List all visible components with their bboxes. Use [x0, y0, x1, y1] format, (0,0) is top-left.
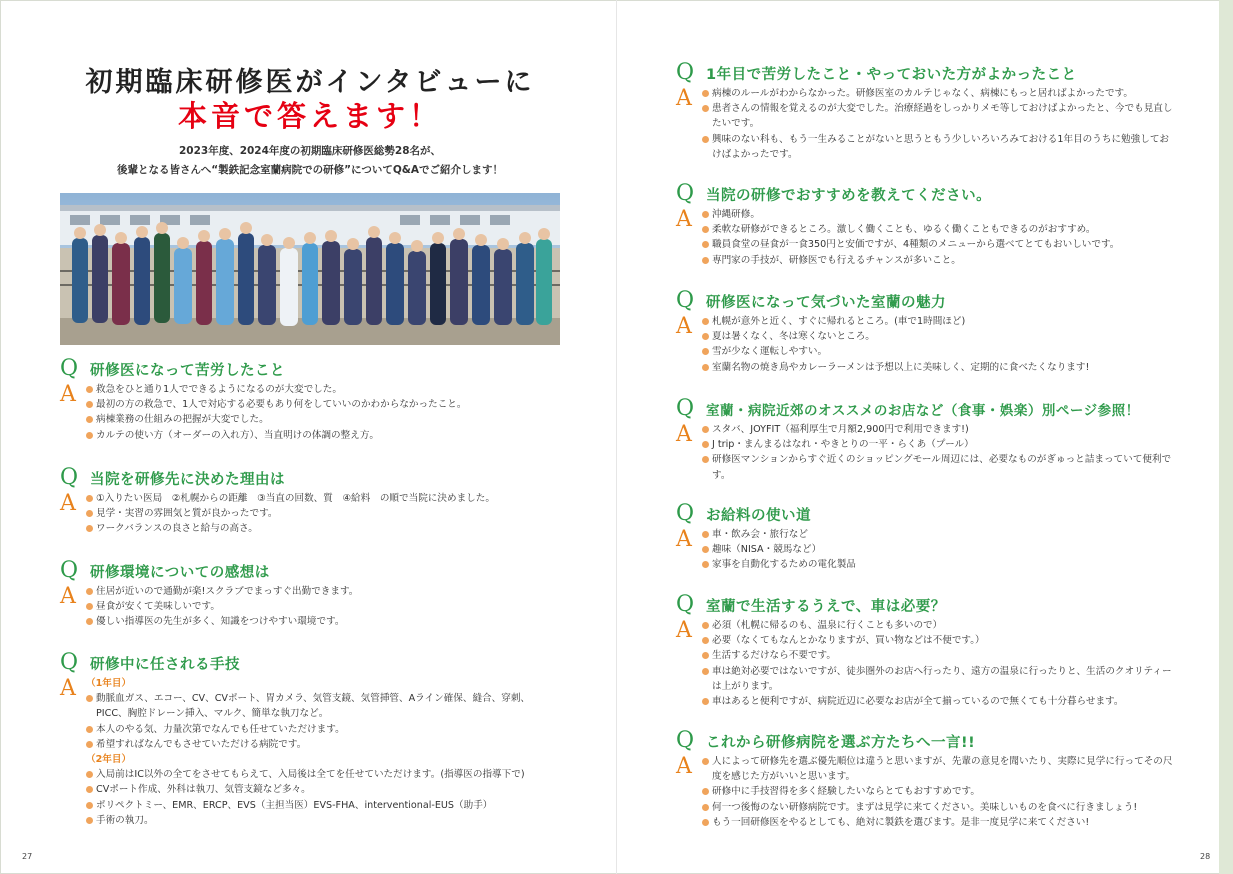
answer-item: 札幌が意外と近く、すぐに帰れるところ。(車で1時間ほど): [702, 314, 1176, 329]
q-mark: Q: [676, 288, 695, 313]
answer-item: 車は絶対必要ではないですが、徒歩圏外のお店へ行ったり、遠方の温泉に行ったりと、生活のクオリティーは上がります。: [702, 664, 1176, 694]
spread-spine: [616, 0, 617, 874]
answer-item: 興味のない科も、もう一生みることがないと思うともう少しいろいろみておける1年目のうちに勉強しておけばよかったです。: [702, 132, 1176, 162]
answer-item: 夏は暑くなく、冬は寒くないところ。: [702, 329, 1176, 344]
a-mark: A: [676, 422, 692, 447]
q-mark: Q: [676, 60, 695, 85]
answer-item: 車はあると便利ですが、病院近辺に必要なお店が全て揃っているので無くても十分暮らせます。: [702, 694, 1176, 709]
intro-line-1: 2023年度、2024年度の初期臨床研修医総勢28名が、: [178, 145, 442, 157]
q-mark: Q: [60, 356, 79, 381]
q-mark: Q: [676, 728, 695, 753]
q-mark: Q: [60, 650, 79, 675]
answer-item: 救急をひと通り1人でできるようになるのが大変でした。: [86, 382, 560, 397]
a-mark: A: [676, 754, 692, 779]
qa-right-3: [676, 290, 1176, 375]
qa-right-7: [676, 730, 1176, 830]
answer-item: 患者さんの情報を覚えるのが大変でした。治療経過をしっかりメモ等しておけばよかったと、今でも見直したいです。: [702, 101, 1176, 131]
answer-item: 見学・実習の雰囲気と質が良かったです。: [86, 506, 560, 521]
question-text: 1年目で苦労したこと・やっておいた方がよかったこと: [706, 67, 1077, 83]
answer-item: ポリペクトミー、EMR、ERCP、EVS（主担当医）EVS-FHA、interventional-EUS（助手）: [86, 798, 560, 813]
answer-item: 沖縄研修。: [702, 207, 1176, 222]
q-mark: Q: [676, 396, 695, 421]
answer-item: 優しい指導医の先生が多く、知識をつけやすい環境です。: [86, 614, 560, 629]
question-text: 研修環境についての感想は: [90, 565, 270, 581]
answer-item: 雪が少なく運転しやすい。: [702, 344, 1176, 359]
answer-item: 柔軟な研修ができるところ。激しく働くことも、ゆるく働くこともできるのがおすすめ。: [702, 222, 1176, 237]
answer-item: 人によって研修先を選ぶ優先順位は違うと思いますが、先輩の意見を聞いたり、実際に見学に行ってその尺度を感じた方がいいと思います。: [702, 754, 1176, 784]
question-text: 研修中に任される手技: [90, 657, 240, 673]
answer-item: 趣味（NISA・競馬など）: [702, 542, 1176, 557]
answer-item: 必須（札幌に帰るのも、温泉に行くことも多いので）: [702, 618, 1176, 633]
a-mark: A: [676, 207, 692, 232]
answer-item: 研修中に手技習得を多く経験したいならとてもおすすめです。: [702, 784, 1176, 799]
question-text: お給料の使い道: [706, 508, 811, 524]
answer-item: 動脈血ガス、エコー、CV、CVポート、胃カメラ、気管支鏡、気管挿管、Aライン確保、縫合、穿刺、PICC、胸腔ドレーン挿入、マルク、簡単な執刀など。: [86, 691, 556, 721]
answer-item: 何一つ後悔のない研修病院です。まずは見学に来てください。美味しいものを食べに行きましょう!: [702, 800, 1176, 815]
question-text: 研修医になって気づいた室蘭の魅力: [706, 295, 946, 311]
intro-line-2: 後輩となる皆さんへ“製鉄記念室蘭病院での研修”についてQ&Aでご紹介します！: [116, 164, 504, 176]
question-text: 研修医になって苦労したこと: [90, 363, 285, 379]
a-mark: A: [60, 676, 76, 701]
page-number-left: 27: [22, 852, 33, 861]
qa-left-4: [60, 652, 560, 828]
answer-item: 専門家の手技が、研修医でも行えるチャンスが多いこと。: [702, 253, 1176, 268]
answer-item: 研修医マンションからすぐ近くのショッピングモール周辺には、必要なものがぎゅっと詰まっていて便利です。: [702, 452, 1176, 482]
question-text: 当院の研修でおすすめを教えてください。: [706, 188, 992, 204]
qa-left-1: [60, 358, 560, 443]
answer-item: 必要（なくてもなんとかなりますが、買い物などは不便です。）: [702, 633, 1176, 648]
qa-right-1: [676, 62, 1176, 162]
answer-item: もう一回研修医をやるとしても、絶対に製鉄を選びます。是非一度見学に来てください!: [702, 815, 1176, 830]
answer-item: 職員食堂の昼食が一食350円と安価ですが、4種類のメニューから選べてとてもおいしいです。: [702, 237, 1176, 252]
question-text: 当院を研修先に決めた理由は: [90, 472, 285, 488]
q-mark: Q: [60, 465, 79, 490]
group-photo: [60, 193, 560, 345]
answer-item: 本人のやる気、力量次第でなんでも任せていただけます。: [86, 722, 560, 737]
qa-left-3: [60, 560, 560, 630]
title-line-2: 本音で答えます！: [177, 99, 442, 133]
answer-item: 最初の方の救急で、1人で対応する必要もあり何をしていいのかわからなかったこと。: [86, 397, 560, 412]
answer-item: 手術の執刀。: [86, 813, 560, 828]
a-mark: A: [60, 584, 76, 609]
page-number-right: 28: [1200, 852, 1211, 861]
q-mark: Q: [676, 592, 695, 617]
question-text: 室蘭で生活するうえで、車は必要？: [706, 599, 946, 615]
year2-label: （2年目）: [86, 754, 132, 766]
group-photo-illustration: [60, 193, 560, 345]
a-mark: A: [676, 527, 692, 552]
answer-item: スタバ、JOYFIT（福利厚生で月額2,900円で利用できます!): [702, 422, 1176, 437]
question-text: 室蘭・病院近郊のオススメのお店など（食事・娯楽）別ページ参照！: [706, 403, 1140, 419]
title-line-1: 初期臨床研修医がインタビューに: [85, 67, 535, 98]
answer-item: CVポート作成、外科は執刀、気管支鏡など多々。: [86, 782, 560, 797]
answer-item: 昼食が安くて美味しいです。: [86, 599, 560, 614]
q-mark: Q: [60, 558, 79, 583]
question-text: これから研修病院を選ぶ方たちへ一言!!: [706, 735, 976, 751]
q-mark: Q: [676, 181, 695, 206]
answer-item: 家事を自動化するための電化製品: [702, 557, 1176, 572]
answer-item: カルテの使い方（オーダーの入れ方）、当直明けの体調の整え方。: [86, 428, 560, 443]
answer-item: ワークバランスの良さと給与の高さ。: [86, 521, 560, 536]
answer-item: 病棟のルールがわからなかった。研修医室のカルテじゃなく、病棟にもっと居ればよかったです。: [702, 86, 1176, 101]
answer-item: 住居が近いので通勤が楽!スクラブでまっすぐ出勤できます。: [86, 584, 560, 599]
answer-item: 車・飲み会・旅行など: [702, 527, 1176, 542]
right-edge-bar: [1219, 0, 1233, 874]
a-mark: A: [676, 618, 692, 643]
q-mark: Q: [676, 501, 695, 526]
answer-item: 生活するだけなら不要です。: [702, 648, 1176, 663]
answer-item: ①入りたい医局 ②札幌からの距離 ③当直の回数、質 ④給料 の順で当院に決めました。: [86, 491, 560, 506]
a-mark: A: [60, 491, 76, 516]
answer-item: 希望すればなんでもさせていただける病院です。: [86, 737, 560, 752]
a-mark: A: [676, 314, 692, 339]
a-mark: A: [676, 86, 692, 111]
qa-right-5: [676, 503, 1176, 573]
a-mark: A: [60, 382, 76, 407]
answer-item: 入局前はIC以外の全てをさせてもらえて、入局後は全てを任せていただけます。(指導医の指導下で): [86, 767, 560, 782]
qa-right-4: [676, 398, 1176, 483]
answer-item: J trip・まんまるはなれ・やきとりの一平・らくあ（プール）: [702, 437, 1176, 452]
year1-label: （1年目）: [86, 678, 132, 689]
qa-right-2: [676, 183, 1176, 268]
answer-item: 室蘭名物の焼き鳥やカレーラーメンは予想以上に美味しく、定期的に食べたくなります!: [702, 360, 1176, 375]
answer-item: 病棟業務の仕組みの把握が大変でした。: [86, 412, 560, 427]
qa-left-2: [60, 467, 560, 537]
qa-right-6: [676, 594, 1176, 709]
